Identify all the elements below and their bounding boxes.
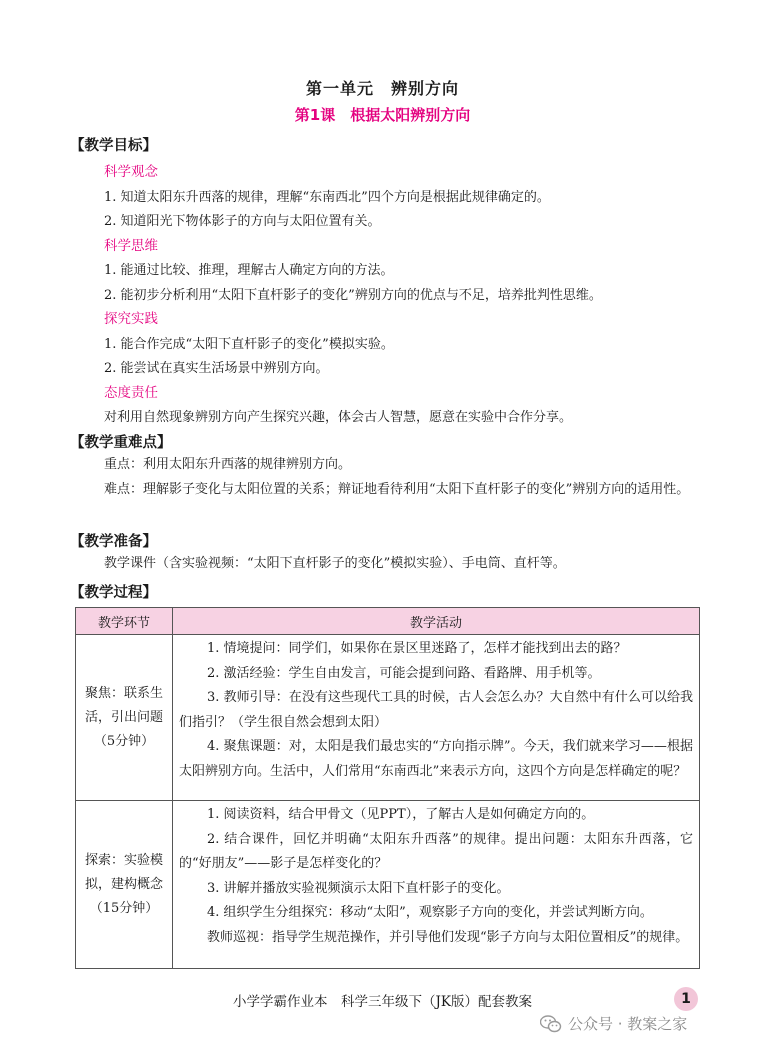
activity-line: 教师巡视：指导学生规范操作，并引导他们发现“影子方向与太阳位置相反”的规律。 bbox=[207, 929, 689, 945]
difficult-point: 难点：理解影子变化与太阳位置的关系；辩证地看待利用“太阳下直杆影子的变化”辨别方向的适用性。 bbox=[104, 481, 690, 497]
page-number: 1 bbox=[674, 987, 698, 1011]
table-header-row bbox=[76, 608, 700, 635]
activity-line: 4. 组织学生分组探究：移动“太阳”，观察影子方向的变化，并尝试判断方向。 bbox=[207, 905, 653, 920]
objective-item: 2. 知道阳光下物体影子的方向与太阳位置有关。 bbox=[104, 214, 381, 229]
objective-group-title: 探究实践 bbox=[104, 311, 158, 327]
preparation-body bbox=[76, 552, 698, 577]
column-header: 教学环节 bbox=[76, 608, 173, 635]
watermark bbox=[540, 1013, 687, 1034]
activities-cell bbox=[173, 801, 700, 969]
footer-text: 小学学霸作业本 科学三年级下（JK版）配套教案 bbox=[233, 994, 532, 1010]
activity-line: 4. 聚焦课题：对，太阳是我们最忠实的“方向指示牌”。今天，我们就来学习——根据太阳辨别方向。生活中，人们常用“东南西北”来表示方向，这四个方向是怎样确定的呢？ bbox=[179, 739, 693, 779]
activity-line: 2. 结合课件，回忆并明确“太阳东升西落”的规律。提出问题：太阳东升西落，它的“好朋友”——影子是怎样变化的？ bbox=[179, 831, 693, 871]
table-row bbox=[76, 801, 700, 969]
column-header: 教学活动 bbox=[173, 608, 700, 635]
preparation-heading: 【教学准备】 bbox=[70, 534, 157, 550]
activity-line: 3. 讲解并播放实验视频演示太阳下直杆影子的变化。 bbox=[207, 880, 510, 896]
activity-line: 1. 阅读资料，结合甲骨文（见PPT），了解古人是如何确定方向的。 bbox=[207, 807, 595, 822]
objective-item: 1. 知道太阳东升西落的规律，理解“东南西北”四个方向是根据此规律确定的。 bbox=[104, 190, 550, 205]
preparation-text: 教学课件（含实验视频：“太阳下直杆影子的变化”模拟实验）、手电筒、直杆等。 bbox=[104, 556, 566, 571]
watermark-text: 公众号 · 教案之家 bbox=[568, 1015, 688, 1033]
objective-group-title: 态度责任 bbox=[104, 385, 158, 401]
activity-line: 1. 情境提问：同学们，如果你在景区里迷路了，怎样才能找到出去的路？ bbox=[207, 641, 627, 656]
activity-line: 3. 教师引导：在没有这些现代工具的时候，古人会怎么办？大自然中有什么可以给我们指引？（学生很自然会想到太阳） bbox=[179, 690, 693, 730]
objective-item: 对利用自然现象辨别方向产生探究兴趣，体会古人智慧，愿意在实验中合作分享。 bbox=[104, 410, 573, 425]
activity-line: 2. 激活经验：学生自由发言，可能会提到问路、看路牌、用手机等。 bbox=[207, 665, 601, 681]
objective-item: 2. 能尝试在真实生活场景中辨别方向。 bbox=[104, 361, 329, 376]
table-row bbox=[76, 635, 700, 801]
key-point: 重点：利用太阳东升西落的规律辨别方向。 bbox=[104, 457, 352, 472]
unit-title: 第一单元 辨别方向 bbox=[305, 79, 459, 98]
objective-item: 1. 能通过比较、推理，理解古人确定方向的方法。 bbox=[104, 263, 394, 278]
objective-item: 2. 能初步分析利用“太阳下直杆影子的变化”辨别方向的优点与不足，培养批判性思维。 bbox=[104, 288, 602, 303]
key-points-body bbox=[76, 453, 698, 502]
process-table bbox=[75, 607, 700, 969]
phase-cell: 聚焦：联系生活，引出问题（5分钟） bbox=[76, 635, 173, 801]
lesson-title: 第1课 根据太阳辨别方向 bbox=[294, 106, 471, 124]
activities-cell bbox=[173, 635, 700, 801]
objective-group-title: 科学思维 bbox=[104, 238, 158, 254]
objectives-heading: 【教学目标】 bbox=[70, 138, 157, 154]
objective-group-title: 科学观念 bbox=[104, 164, 158, 180]
key-points-heading: 【教学重难点】 bbox=[70, 435, 172, 451]
objective-item: 1. 能合作完成“太阳下直杆影子的变化”模拟实验。 bbox=[104, 337, 394, 352]
process-heading: 【教学过程】 bbox=[70, 585, 157, 601]
wechat-icon bbox=[540, 1015, 562, 1033]
phase-cell: 探索：实验模拟，建构概念（15分钟） bbox=[76, 801, 173, 969]
